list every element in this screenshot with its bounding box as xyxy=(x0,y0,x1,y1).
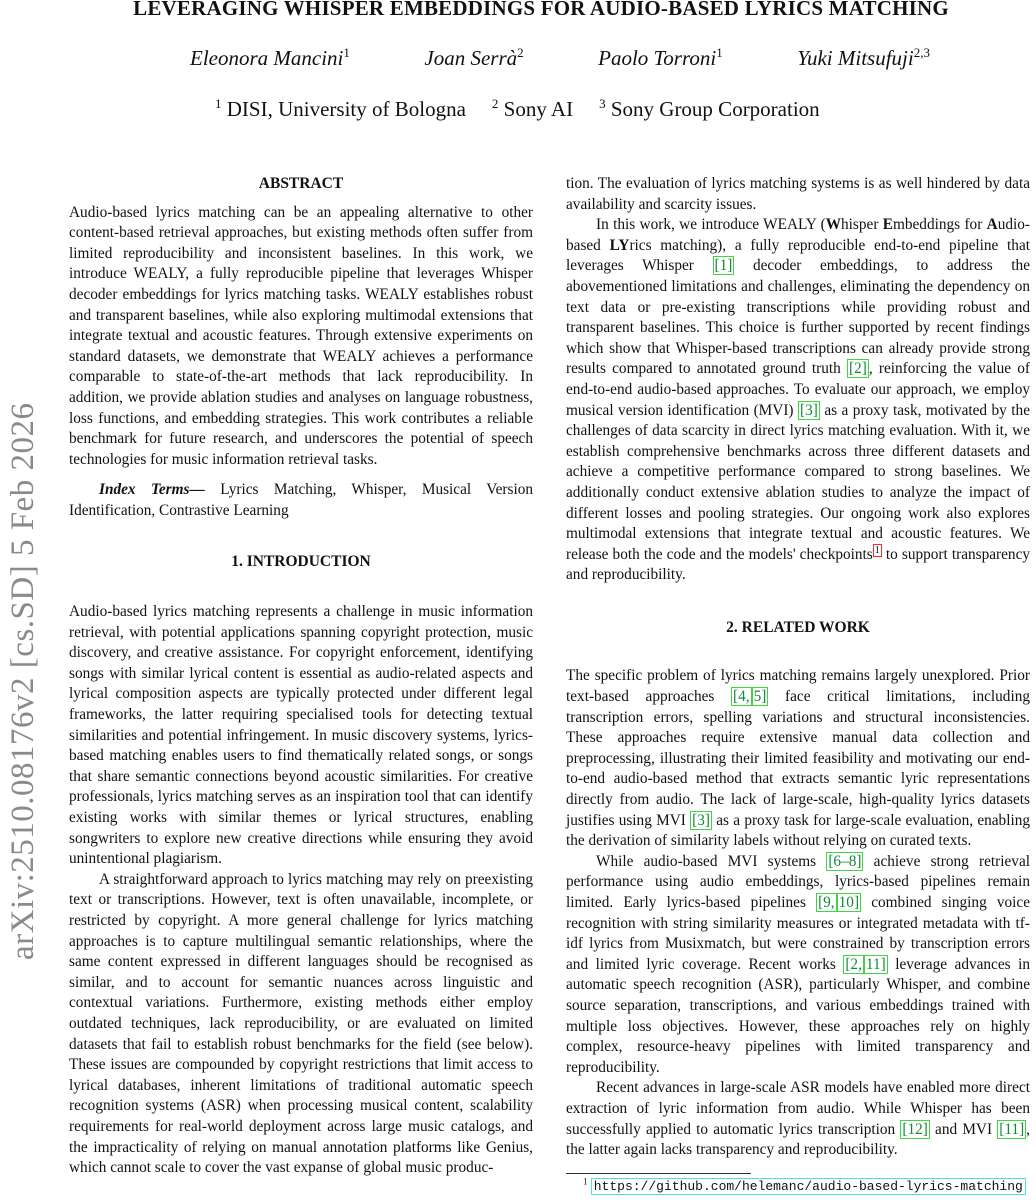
citation-link[interactable]: [12] xyxy=(902,1120,928,1138)
right-column xyxy=(566,174,1030,1161)
intro-paragraph-2: A straightforward approach to lyrics matching may rely on preexisting text or transcriptions. However, text is often unavailable, incomplete, or restricted by copyright. A more general challenge for lyrics matching approaches is to capture multilingual semantic relationships, where the same content expressed in different languages should be recognised as similar, and to account for semantic nuances across linguistic and contextual variations. Furthermore, existing methods either employ outdated techniques, lack reproducibility, or are evaluated on limited datasets that fail to establish robust benchmarks for the field (see below). These issues are compounded by copyright restrictions that limit access to lyrical databases, inherent limitations of traditional automatic speech recognition systems (ASR) when processing musical content, scalability requirements for real-world deployment across large music catalogs, and the impracticality of relying on manual annotation platforms like Genius, which cannot scale to cover the vast expanse of global music produc- xyxy=(69,870,533,1177)
citation-link[interactable]: [2, xyxy=(845,955,862,973)
section-heading-introduction: 1. INTRODUCTION xyxy=(231,552,371,570)
related-paragraph-2: While audio-based MVI systems [6–8] achieve strong retrieval performance using audio embeddings, lyrics-based pipelines remain limited. Early lyrics-based pipelines [9, 10] combined singing voice recognition with string similarity measures or integrated metadata with tf-idf lyrics from Musixmatch, but were constrained by transcription errors and limited lyric coverage. Recent works [2, 11] leverage advances in automatic speech recognition (ASR), particularly Whisper, and combine source separation, transcriptions, and various embeddings trained with multiple loss objectives. However, these approaches rely on highly complex, resource-heavy pipelines with limited transparency and reproducibility. xyxy=(566,852,1031,1076)
abstract-text: Audio-based lyrics matching can be an appealing alternative to other content-based retrieval approaches, but existing methods often suffer from limited reproducibility and inconsistent baselines. In this work, we introduce WEALY, a fully reproducible pipeline that leverages Whisper decoder embeddings for lyrics matching tasks. WEALY establishes robust and transparent baselines, while also exploring multimodal extensions that integrate textual and acoustic features. Through extensive experiments on standard datasets, we demonstrate that WEALY achieves a performance comparable to state-of-the-art methods that lack reproducibility. In addition, we provide ablation studies and analyses on language robustness, loss functions, and embedding strategies. This work contributes a reliable benchmark for future research, and underscores the potential of speech technologies for music information retrieval tasks. xyxy=(69,203,533,468)
footnote-divider xyxy=(566,1173,751,1174)
footnote-link[interactable]: 1 xyxy=(874,544,880,556)
affiliation: $^2$ Sony AI xyxy=(491,96,574,121)
footnote xyxy=(583,1178,1026,1194)
citation-link[interactable]: 11] xyxy=(865,955,886,973)
related-paragraph-1: The specific problem of lyrics matching remains largely unexplored. Prior text-based approaches [4, 5] face critical limitations, including transcription errors, spelling variations and structural inconsistencies. These approaches require extensive manual data collection and preprocessing, illustrating their limited feasibility and motivating our end-to-end audio-based method that extracts semantic lyric representations directly from audio. The lack of large-scale, high-quality lyrics datasets justifies using MVI [3] as a proxy task for large-scale evaluation, enabling the derivation of similarity labels without relying on curated texts. xyxy=(566,667,1031,850)
citation-link[interactable]: [6–8] xyxy=(828,852,862,870)
citation-link[interactable]: [9, xyxy=(818,894,835,911)
citation-link[interactable]: [1] xyxy=(714,257,733,275)
intro-paragraph-2-continued: tion. The evaluation of lyrics matching systems is as well hindered by data availability and scarcity issues. xyxy=(566,175,1030,213)
intro-paragraph-3: In this work, we introduce WEALY (Whisper Embeddings for Audio-based LYrics matching), a fully reproducible end-to-end pipeline that leverages Whisper [1] decoder embeddings, to address the abovementioned limitations and challenges, eliminating the dependency on text data or pre-existing transcriptions while providing robust and transparent baselines. This choice is further supported by recent findings which show that Whisper-based transcriptions can already provide strong results compared to annotated ground truth [2] , reinforcing the value of end-to-end audio-based approaches. To evaluate our approach, we employ musical version identification (MVI) [3] as a proxy task, motivated by the challenges of data scarcity in direct lyrics matching evaluation. With it, we establish comprehensive benchmarks across three different datasets and achieve a competitive performance compared to strong baselines. We additionally conduct extensive ablation studies to analyze the impact of different losses and pooling strategies. Our ongoing work also explores multimodal extensions that integrate textual and acoustic features. We release both the code and the models' checkpoints $^1$ to support transparency and reproducibility. xyxy=(566,216,1031,584)
left-column xyxy=(69,170,533,1179)
affiliation-list xyxy=(215,97,895,122)
arxiv-id: arXiv:2510.08176v2 [cs.SD] 5 Feb 2026 xyxy=(5,402,41,960)
citation-link[interactable]: 5] xyxy=(753,688,767,706)
abstract-heading: ABSTRACT xyxy=(258,175,344,192)
section-heading-related-work: 2. RELATED WORK xyxy=(726,618,870,636)
author: Paolo Torroni$^1$ xyxy=(598,45,723,70)
related-paragraph-3: Recent advances in large-scale ASR models have enabled more direct extraction of lyric information from audio. While Whisper has been successfully applied to automatic lyrics transcription [12] and MVI [11] , the latter again lacks transparency and reproducibility. xyxy=(566,1079,1030,1159)
paper-title: LEVERAGING WHISPER EMBEDDINGS FOR AUDIO-BASED LYRICS MATCHING xyxy=(133,0,949,20)
intro-paragraph-1: Audio-based lyrics matching represents a challenge in music information retrieval, with potential applications spanning copyright protection, music discovery, and creative assistance. For copyright enforcement, identifying songs with similar lyrical content is essential as audio-related aspects and lyrical composition aspects are typically protected under different legal frameworks, the latter requiring specialised tools for detecting textual similarities and potential infringement. In music discovery systems, lyrics-based matching enables users to find thematically related songs, or songs that share semantic connections beyond acoustic similarities. For creative professionals, lyrics matching serves as an inspiration tool that can identify existing works with similar themes or lyrical structures, enabling songwriters to explore new creative directions while ensuring they avoid unintentional plagiarism. xyxy=(69,603,533,868)
citation-link[interactable]: [3] xyxy=(692,811,710,829)
footnote-url-link[interactable]: https://github.com/helemanc/audio-based-lyrics-matching xyxy=(591,1178,1026,1195)
author: Eleonora Mancini$^1$ xyxy=(190,45,350,70)
citation-link[interactable]: 10] xyxy=(838,894,860,911)
citation-link[interactable]: [4, xyxy=(733,688,750,706)
author: Yuki Mitsufuji$^{2,3}$ xyxy=(797,45,930,70)
author-list xyxy=(190,46,930,71)
affiliation: $^3$ Sony Group Corporation xyxy=(599,96,820,121)
author: Joan Serrà$^2$ xyxy=(424,45,524,70)
footnote-mark: 1 xyxy=(583,1176,588,1187)
citation-link[interactable]: [11] xyxy=(999,1120,1025,1138)
citation-link[interactable]: [2] xyxy=(849,360,867,378)
arxiv-identifier-stamp xyxy=(0,240,46,960)
citation-link[interactable]: [3] xyxy=(800,401,818,419)
affiliation: $^1$ DISI, University of Bologna xyxy=(215,96,466,121)
index-terms: Index Terms— Lyrics Matching, Whisper, Musical Version Identification, Contrastive Learning xyxy=(69,481,534,519)
